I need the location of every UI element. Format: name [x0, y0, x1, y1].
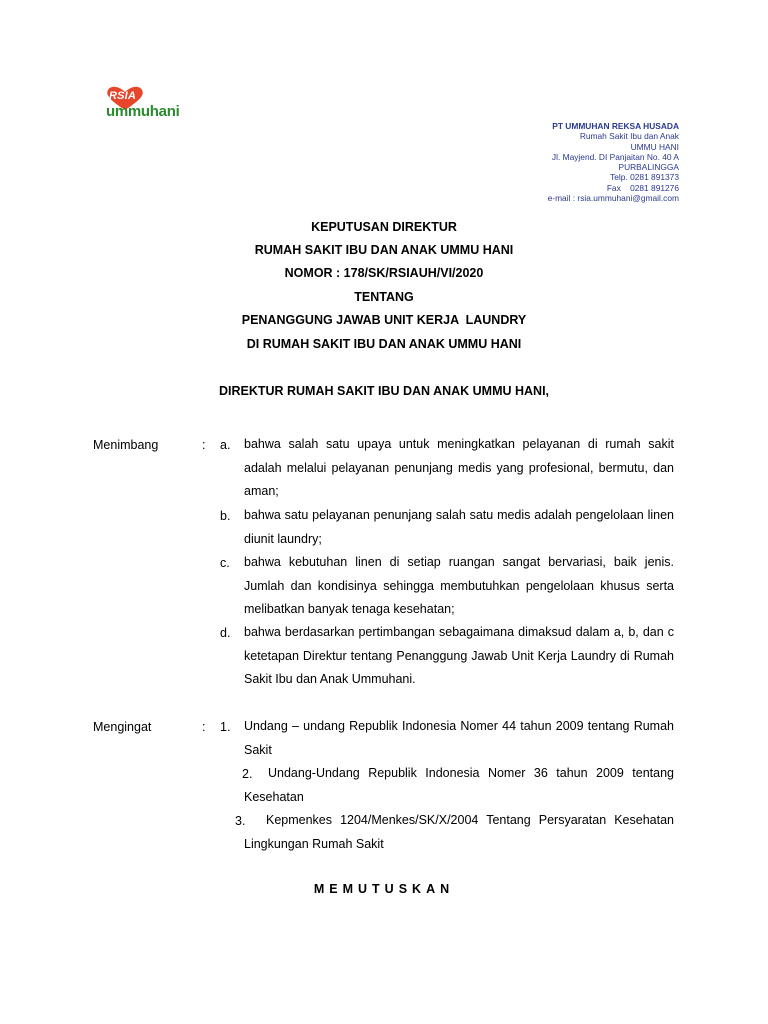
list-marker: d. [220, 626, 231, 640]
list-marker: a. [220, 438, 231, 452]
letterhead [548, 121, 679, 203]
mengingat-item-1: Undang – undang Republik Indonesia Nomer 44 tahun 2009 tentang Rumah Sakit [244, 719, 674, 757]
letterhead-line: Jl. Mayjend. DI Panjaitan No. 40 A [551, 151, 679, 162]
letterhead-line: UMMU HANI [630, 141, 679, 152]
letterhead-line: e-mail : rsia.ummuhani@gmail.com [547, 193, 679, 204]
director-heading: DIREKTUR RUMAH SAKIT IBU DAN ANAK UMMU HANI, [218, 384, 550, 398]
menimbang-item-d: bahwa berdasarkan pertimbangan sebagaimana dimaksud dalam a, b, dan c ketetapan Direktur tentang Penanggung Jawab Unit Kerja Laundry di Rumah Sakit Ibu dan Anak Ummuhani. [244, 625, 674, 686]
hospital-title: RUMAH SAKIT IBU DAN ANAK UMMU HANI [254, 243, 514, 257]
mengingat-label: Mengingat [93, 720, 152, 734]
menimbang-item-b: bahwa satu pelayanan penunjang salah satu medis adalah pengelolaan linen diunit laundry; [244, 508, 674, 546]
letterhead-line: PURBALINGGA [618, 162, 679, 173]
menimbang-item-a: bahwa salah satu upaya untuk meningkatkan pelayanan di rumah sakit adalah melalui pelayanan penunjang medis yang profesional, bermutu, dan aman; [244, 437, 674, 498]
letterhead-line: Rumah Sakit Ibu dan Anak [579, 131, 679, 142]
list-marker: 1. [220, 720, 231, 734]
list-marker: 2. [242, 767, 253, 781]
hospital-logo [105, 85, 215, 125]
subject-location: DI RUMAH SAKIT IBU DAN ANAK UMMU HANI [246, 337, 522, 351]
memutuskan-heading: MEMUTUSKAN [313, 882, 455, 896]
logo-name: ummuhani [106, 103, 180, 120]
mengingat-item-2: Undang-Undang Republik Indonesia Nomer 36 tahun 2009 tentang Kesehatan [244, 766, 674, 804]
about-title: TENTANG [354, 290, 414, 304]
logo-badge-text: RSIA [109, 90, 137, 102]
menimbang-colon: : [202, 438, 206, 452]
mengingat-colon: : [202, 720, 206, 734]
list-marker: c. [220, 556, 230, 570]
company-name: PT UMMUHAN REKSA HUSADA [552, 121, 679, 131]
decree-title: KEPUTUSAN DIREKTUR [311, 220, 457, 234]
mengingat-item-3: Kepmenkes 1204/Menkes/SK/X/2004 Tentang Persyaratan Kesehatan Lingkungan Rumah Sakit [244, 813, 674, 851]
menimbang-item-c: bahwa kebutuhan linen di setiap ruangan sangat bervariasi, baik jenis. Jumlah dan kondisinya sehingga membutuhkan pengelolaan khusus serta melibatkan banyak tenaga kesehatan; [244, 555, 674, 616]
subject-title: PENANGGUNG JAWAB UNIT KERJA LAUNDRY [241, 313, 527, 327]
list-marker: b. [220, 509, 231, 523]
letterhead-line: Fax 0281 891276 [606, 182, 679, 193]
menimbang-label: Menimbang [93, 438, 159, 452]
decree-number: NOMOR : 178/SK/RSIAUH/VI/2020 [284, 266, 484, 280]
list-marker: 3. [235, 814, 246, 828]
letterhead-line: Telp. 0281 891373 [610, 172, 679, 183]
